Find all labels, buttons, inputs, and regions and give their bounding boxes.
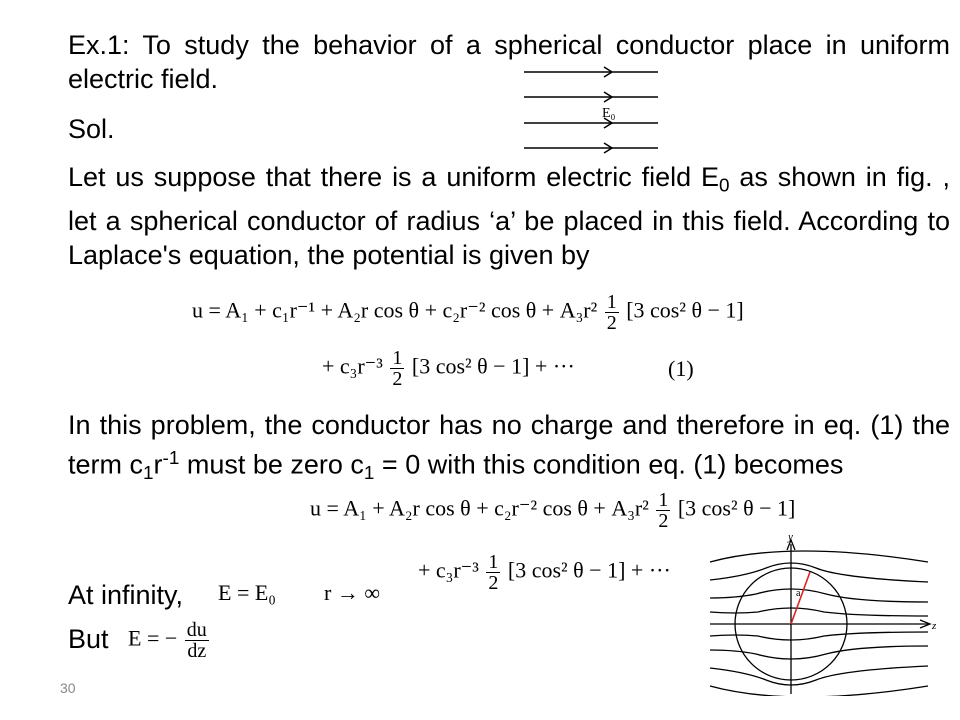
sphere-field-diagram <box>706 532 942 696</box>
paragraph-condition-text-2: r <box>153 449 163 480</box>
y-axis-label: y <box>788 532 793 543</box>
frac-num: du <box>186 619 207 641</box>
eq2-line1-main: u = A₁ + A₂r cos θ + c₂r⁻² cos θ + A₃r² <box>310 495 649 521</box>
paragraph-condition <box>68 408 950 491</box>
equation-2-line-2 <box>418 552 671 593</box>
radius-label: a <box>796 588 801 599</box>
frac-num: 1 <box>606 291 617 313</box>
gradient-fraction <box>185 620 209 661</box>
example-title <box>68 28 950 96</box>
equation-1-line-1 <box>192 292 744 333</box>
field-gradient-equation <box>128 620 211 661</box>
equation-2-line-1 <box>310 490 795 531</box>
infinity-equation: E = E₀ <box>218 580 276 605</box>
eq1-line1-fraction <box>605 292 619 333</box>
frac-den: dz <box>187 640 207 662</box>
frac-num: 1 <box>658 489 669 511</box>
subscript-2: 1 <box>363 463 375 485</box>
eq2-line2-tail: [3 cos² θ − 1] + ··· <box>507 557 671 583</box>
eq1-line1-tail: [3 cos² θ − 1] <box>626 297 744 323</box>
frac-num: 1 <box>392 347 403 369</box>
paragraph-intro <box>68 160 950 272</box>
z-axis-label: z <box>932 620 937 632</box>
gradient-head: E = − <box>128 625 178 651</box>
frac-den: 2 <box>488 572 499 594</box>
infinity-condition: r → ∞ <box>324 580 381 605</box>
eq2-line1-tail: [3 cos² θ − 1] <box>677 495 796 521</box>
equation-1-number: (1) <box>668 356 694 381</box>
frac-den: 2 <box>392 368 403 390</box>
at-infinity-label: At infinity, <box>68 580 184 610</box>
eq1-line2-head: + c₃r⁻³ <box>322 353 383 379</box>
solution-label: Sol. <box>68 114 115 144</box>
eq1-line2-fraction <box>390 348 404 389</box>
frac-den: 2 <box>658 510 669 532</box>
paragraph-intro-text: Let us suppose that there is a uniform electric field E <box>68 162 720 192</box>
paragraph-condition-text-1: In this problem, the conductor has no charge and therefore in eq. (1) the term c <box>68 410 950 480</box>
eq1-line2-tail: [3 cos² θ − 1] + ··· <box>411 353 575 379</box>
radius-line <box>791 572 810 624</box>
example-title-text: Ex.1: To study the behavior of a spherical conductor place in uniform electric field. <box>68 30 950 94</box>
paragraph-intro-subscript: 0 <box>719 175 730 197</box>
paragraph-intro-rest: as shown in fig. , let a spherical conductor of radius ‘a’ be placed in this field. According to Laplace's equation, the potential is given by <box>68 162 950 270</box>
eq1-line1-main: u = A₁ + c₁r⁻¹ + A₂r cos θ + c₂r⁻² cos θ + A₃r² <box>192 297 598 323</box>
equation-1-line-2 <box>322 348 575 389</box>
eq2-line2-head: + c₃r⁻³ <box>418 557 479 583</box>
field-label: E₀ <box>602 106 616 121</box>
but-label: But <box>68 624 109 654</box>
superscript-minus-one: -1 <box>162 448 180 469</box>
uniform-field-diagram <box>518 60 668 156</box>
subscript-1: 1 <box>143 463 154 485</box>
eq2-line1-fraction <box>656 490 670 531</box>
paragraph-condition-text-4: = 0 with this condition eq. (1) becomes <box>374 449 844 480</box>
eq2-line2-fraction <box>486 552 500 593</box>
frac-den: 2 <box>606 312 617 334</box>
page-number: 30 <box>60 680 76 696</box>
frac-num: 1 <box>488 551 499 573</box>
paragraph-condition-text-3: must be zero c <box>179 449 364 480</box>
